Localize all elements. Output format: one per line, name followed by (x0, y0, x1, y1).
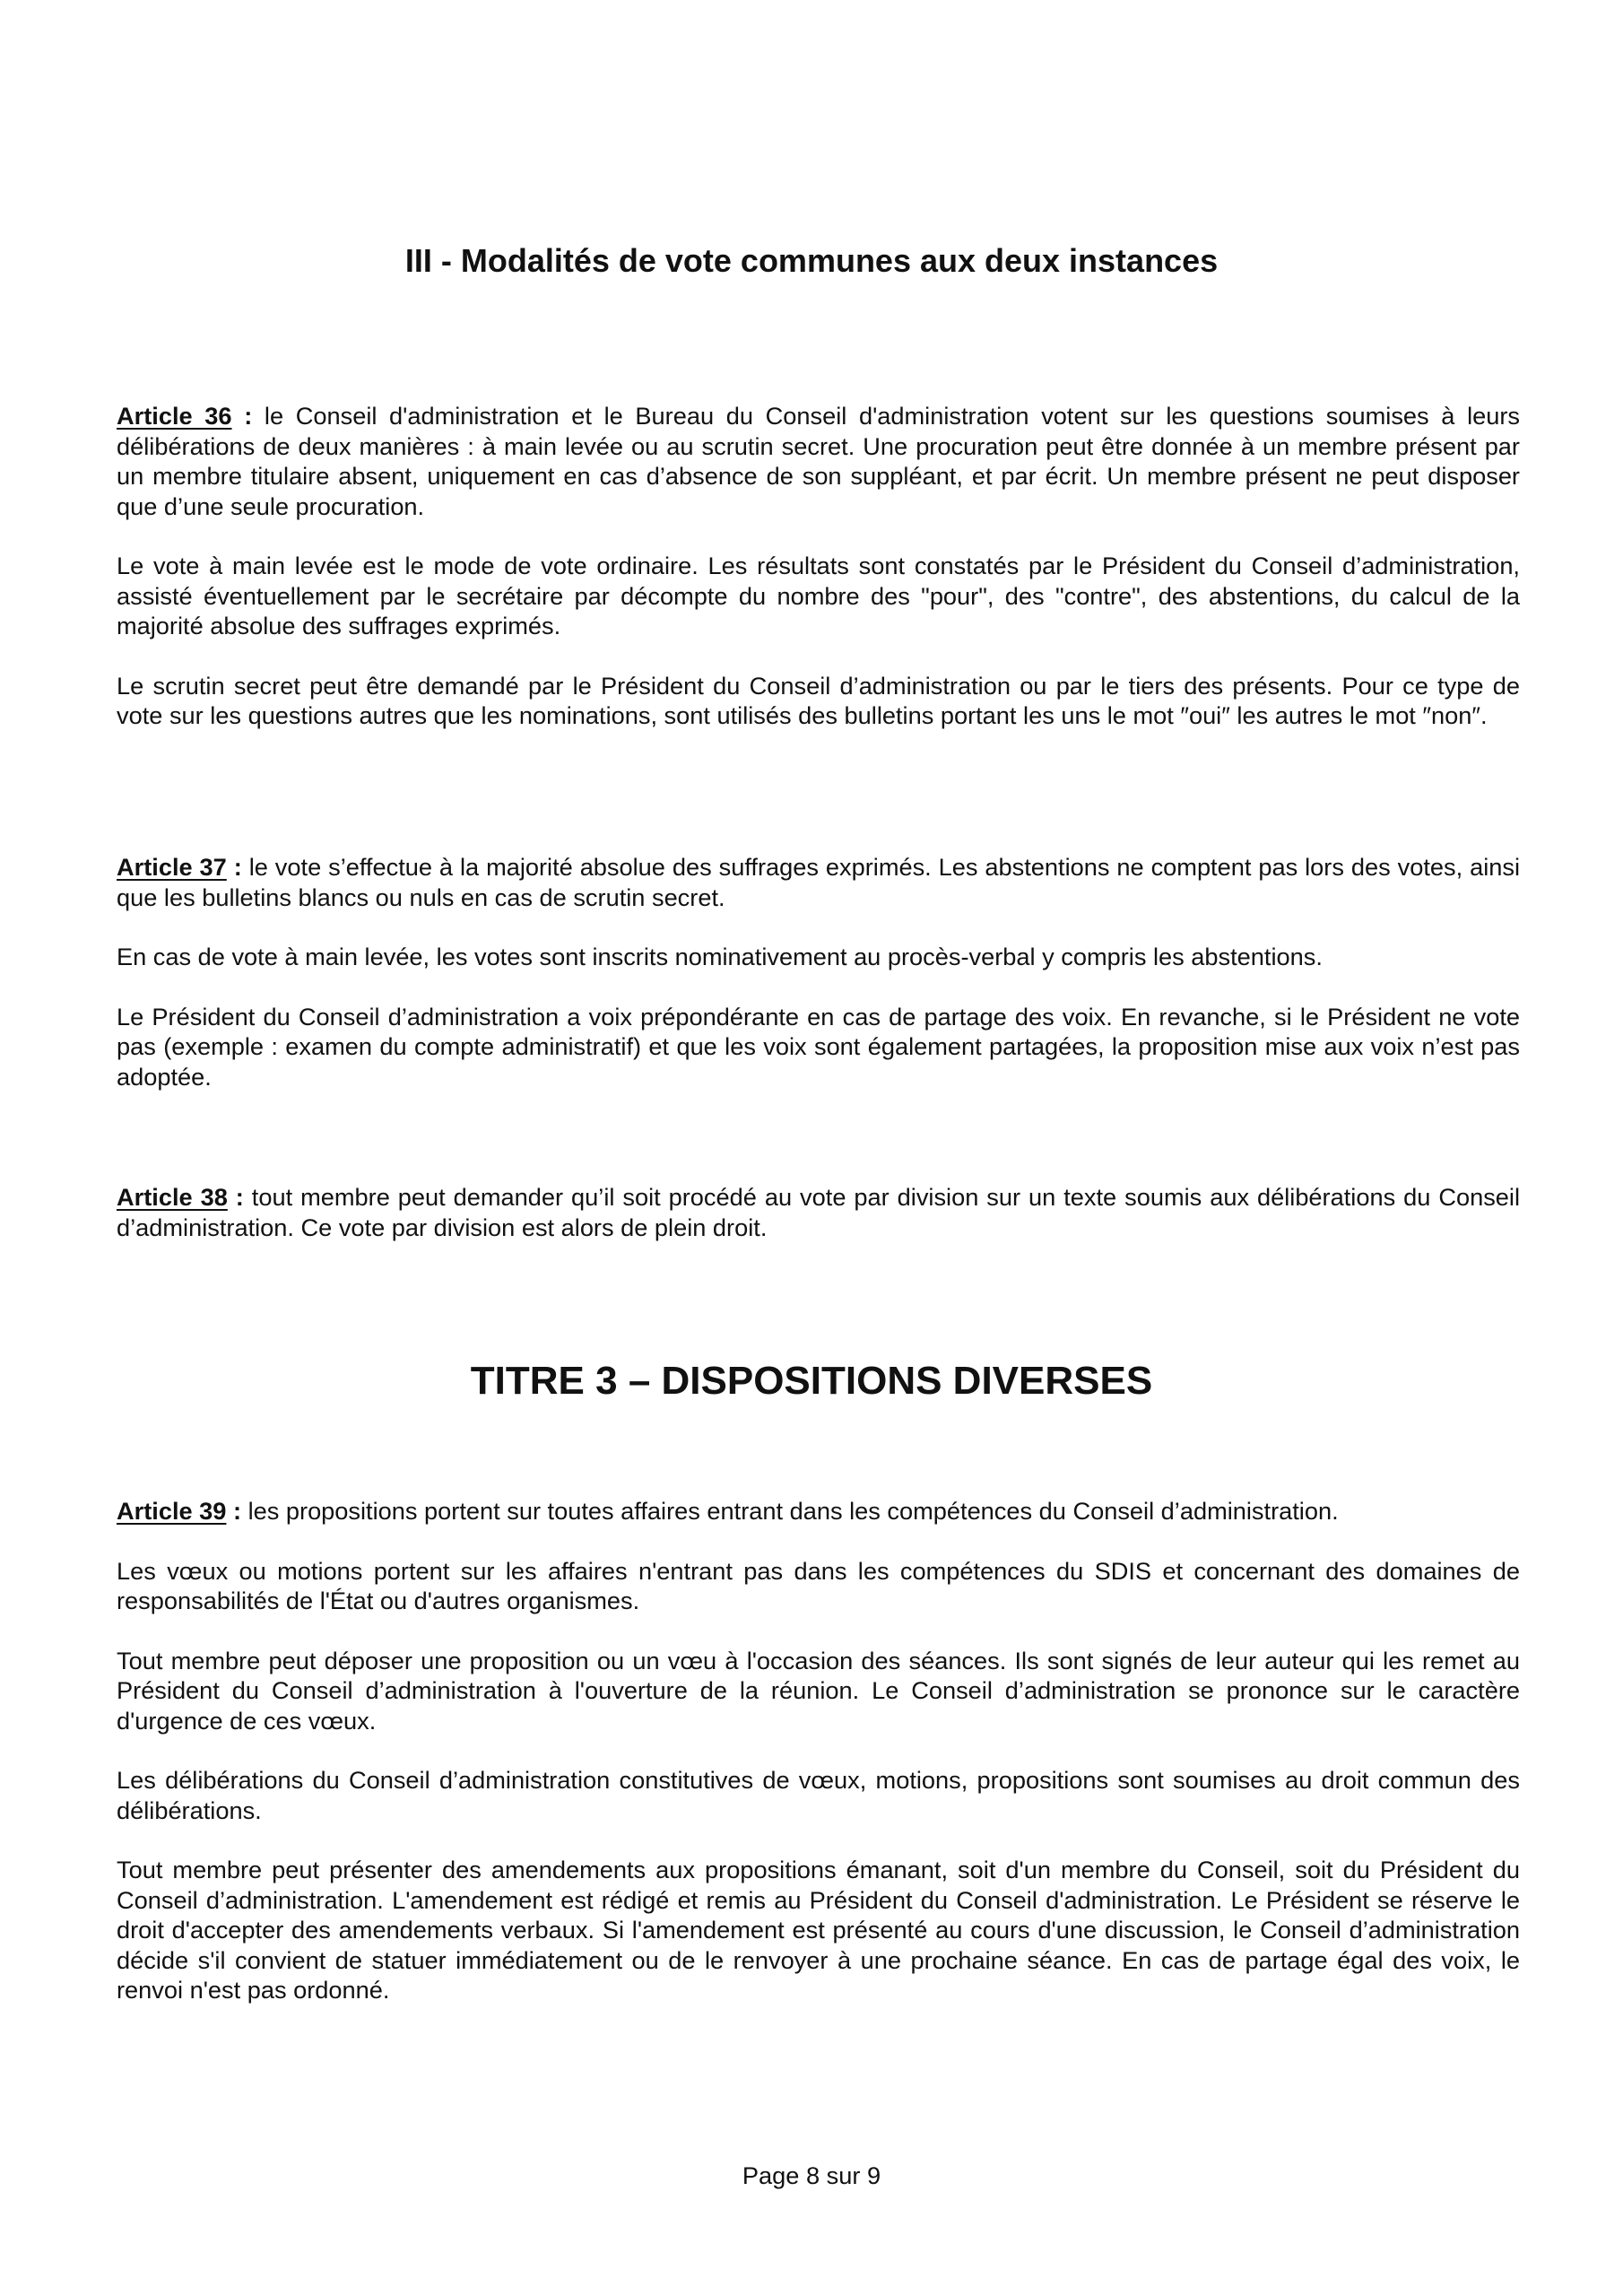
article-36 (117, 401, 1520, 731)
article-37-label: Article 37 : (117, 853, 242, 881)
article-38-label: Article 38 : (117, 1183, 244, 1211)
article-37-paragraph-1: Article 37 : le vote s’effectue à la majorité absolue des suffrages exprimés. Les abstentions ne comptent pas lors des votes, ainsi que les bulletins blancs ou nuls en cas de scrutin secret. (117, 853, 1520, 911)
article-36-paragraph-3: Le scrutin secret peut être demandé par le Président du Conseil d’administration ou par le tiers des présents. Pour ce type de vote sur les questions autres que les nominations, sont utilisés des bulletins portant les uns le mot ″oui″ les autres le mot ″non″. (117, 671, 1520, 729)
section-heading: III - Modalités de vote communes aux deux instances (404, 242, 1219, 279)
article-39-paragraph-2: Les vœux ou motions portent sur les affaires n'entrant pas dans les compétences du SDIS et concernant des domaines de responsabilités de l'État ou d'autres organismes. (117, 1556, 1520, 1614)
article-37-paragraph-2: En cas de vote à main levée, les votes sont inscrits nominativement au procès-verbal y compris les abstentions. (117, 943, 1323, 970)
article-36-paragraph-1: Article 36 : le Conseil d'administration et le Bureau du Conseil d'administration votent sur les questions soumises à leurs délibérations de deux manières : à main levée ou au scrutin secret. Une procuration peut être donnée à un membre présent par un membre titulaire absent, uniquement en cas d’absence de son suppléant, et par écrit. Un membre présent ne peut disposer que d’une seule procuration. (117, 402, 1521, 520)
article-37 (117, 852, 1520, 1091)
titre-heading: TITRE 3 – DISPOSITIONS DIVERSES (470, 1359, 1153, 1403)
article-36-paragraph-2: Le vote à main levée est le mode de vote ordinaire. Les résultats sont constatés par le Président du Conseil d’administration, assisté éventuellement par le secrétaire par décompte du nombre des "pour", des "contre", des abstentions, du calcul de la majorité absolue des suffrages exprimés. (117, 552, 1520, 639)
article-38-paragraph-1: Article 38 : tout membre peut demander qu’il soit procédé au vote par division sur un texte soumis aux délibérations du Conseil d’administration. Ce vote par division est alors de plein droit. (117, 1183, 1520, 1241)
article-39-paragraph-5: Tout membre peut présenter des amendements aux propositions émanant, soit d'un membre du Conseil, soit du Président du Conseil d’administration. L'amendement est rédigé et remis au Président du Conseil d'administration. Le Président se réserve le droit d'accepter des amendements verbaux. Si l'amendement est présenté au cours d'une discussion, le Conseil d’administration décide s'il convient de statuer immédiatement ou de le renvoyer à une prochaine séance. En cas de partage égal des voix, le renvoi n'est pas ordonné. (117, 1856, 1520, 2004)
article-39 (117, 1496, 1520, 2005)
article-39-paragraph-1: Article 39 : les propositions portent sur toutes affaires entrant dans les compétences du Conseil d’administration. (117, 1497, 1339, 1525)
article-39-paragraph-4: Les délibérations du Conseil d’administration constitutives de vœux, motions, propositions sont soumises au droit commun des délibérations. (117, 1766, 1520, 1824)
article-39-paragraph-3: Tout membre peut déposer une proposition ou un vœu à l'occasion des séances. Ils sont signés de leur auteur qui les remet au Président du Conseil d’administration à l'ouverture de la réunion. Le Conseil d’administration se prononce sur le caractère d'urgence de ces vœux. (117, 1646, 1520, 1735)
article-37-paragraph-3: Le Président du Conseil d’administration a voix prépondérante en cas de partage des voix. En revanche, si le Président ne vote pas (exemple : examen du compte administratif) et que les voix sont également partagées, la proposition mise aux voix n’est pas adoptée. (117, 1002, 1520, 1091)
article-36-label: Article 36 : (117, 402, 253, 430)
article-39-label: Article 39 : (117, 1497, 242, 1525)
page-number: Page 8 sur 9 (742, 2161, 881, 2189)
article-38 (117, 1182, 1520, 1242)
